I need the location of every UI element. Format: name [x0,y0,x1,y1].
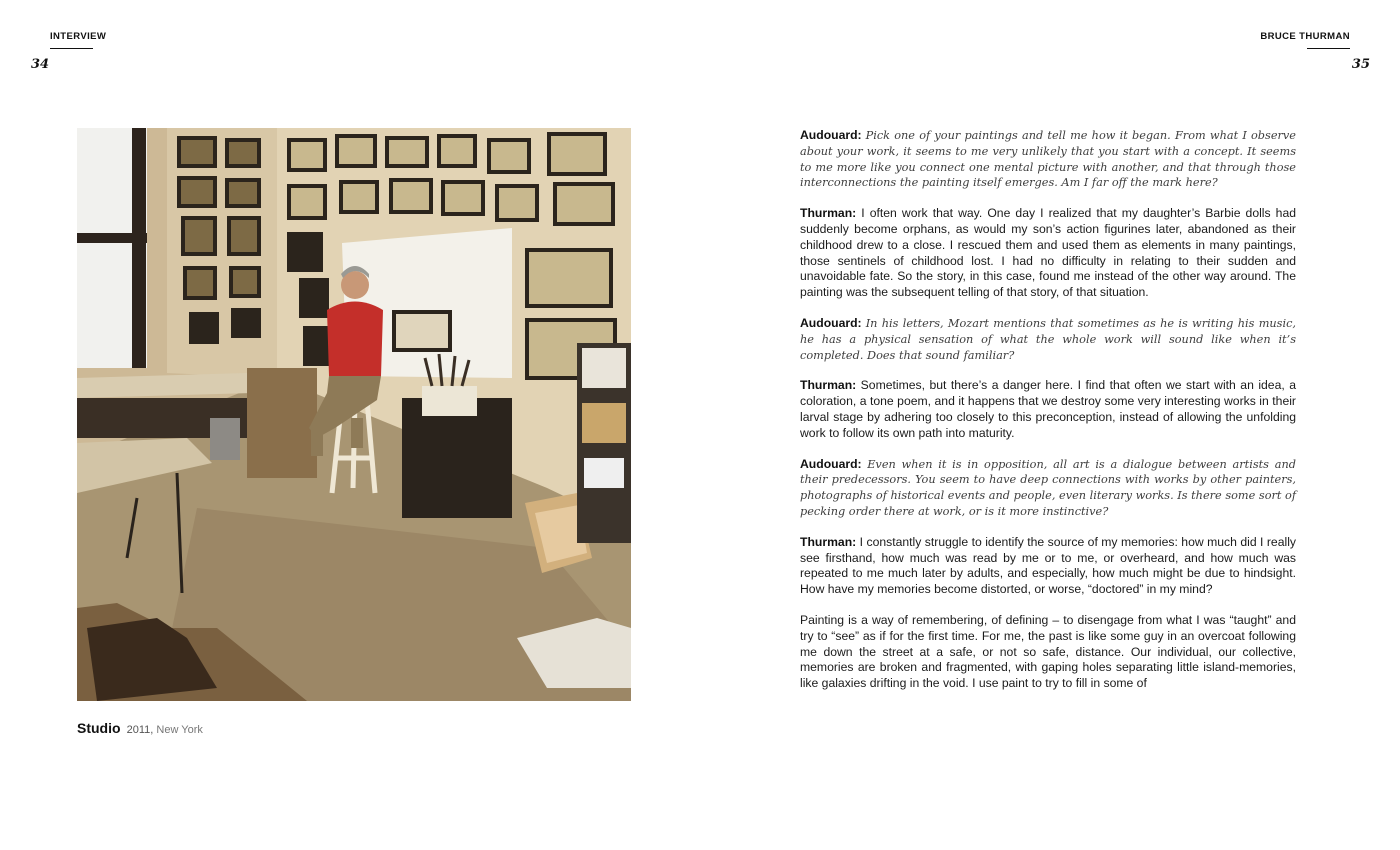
interview-paragraph [800,535,1296,598]
caption-year: 2011, [126,724,154,736]
paragraph-text: Sometimes, but there’s a danger here. I find that often we start with an idea, a coloration, a tone poem, and it happens that we destroy some very interesting works in their larval stage by adhering too closely to this preconception, instead of allowing the unfolding work to follow its own path into maturity. [800,378,1296,440]
speaker-name: Thurman: [800,206,857,221]
running-head-left-rule [50,48,93,49]
interview-paragraph [800,128,1296,191]
paragraph-text: Even when it is in opposition, all art is a dialogue between artists and their predecessors. You seem to have deep connections with works by other painters, photographs of historical events and people, even literary works. Is there some sort of pecking order there at work, or is it more instinctive? [800,457,1297,518]
page-number-right: 35 [1351,57,1370,72]
running-head-right: BRUCE THURMAN [1260,31,1350,42]
studio-photo [77,128,631,701]
running-head-left: INTERVIEW [50,31,107,42]
caption-city: New York [156,724,203,736]
interview-paragraph [800,613,1296,692]
interview-paragraph [800,378,1296,441]
caption-title: Studio [77,720,121,736]
paragraph-text: Painting is a way of remembering, of defining – to disengage from what I was “taught” and try to “see” as if for the first time. For me, the past is like some guy in an overcoat following me down the street at a safe, or not so safe, distance. Our individual, our collective, memories are broken and fragmented, with gaping holes separating little island-memories, like galaxies drifting in the void. I use paint to try to fill in some of [800,612,1296,691]
interview-paragraph [800,316,1296,363]
interview-paragraph [800,206,1296,301]
speaker-name: Thurman: [800,378,857,393]
running-head-right-rule [1307,48,1350,49]
speaker-name: Audouard: [800,456,862,471]
paragraph-text: Pick one of your paintings and tell me how it began. From what I observe about your work, it seems to me very unlikely that you start with a concept. It seems to me more like you connect one mental picture with another, and that through those interconnections the painting itself emerges. Am I far off the mark here? [800,129,1296,190]
speaker-name: Audouard: [800,128,862,142]
paragraph-text: In his letters, Mozart mentions that sometimes as he is writing his music, he has a physical sensation of what the whole work will sound like when it’s completed. Does that sound familiar? [800,316,1297,362]
paragraph-text: I often work that way. One day I realized that my daughter’s Barbie dolls had suddenly become orphans, as would my son’s action figurines later, abandoned as their childhood drew to a close. I rescued them and used them as elements in many paintings, those sentinels of childhood lost. I had no difficulty in relating to their sudden and unavoidable fate. So the story, in this case, found me instead of the other way around. The painting was the subsequent telling of that story, of that situation. [800,206,1297,300]
interview-text [800,128,1296,707]
page-number-left: 34 [31,57,50,72]
speaker-name: Audouard: [800,315,862,330]
interview-paragraph [800,457,1296,520]
paragraph-text: I constantly struggle to identify the source of my memories: how much did I really see firsthand, how much was read by me or to me, or overheard, and how much was repeated to me much later by adults, and especially, how much might be due to hindsight. How have my memories become distorted, or worse, “doctored” in my mind? [800,534,1296,597]
speaker-name: Thurman: [800,534,857,549]
photo-caption [77,720,203,736]
